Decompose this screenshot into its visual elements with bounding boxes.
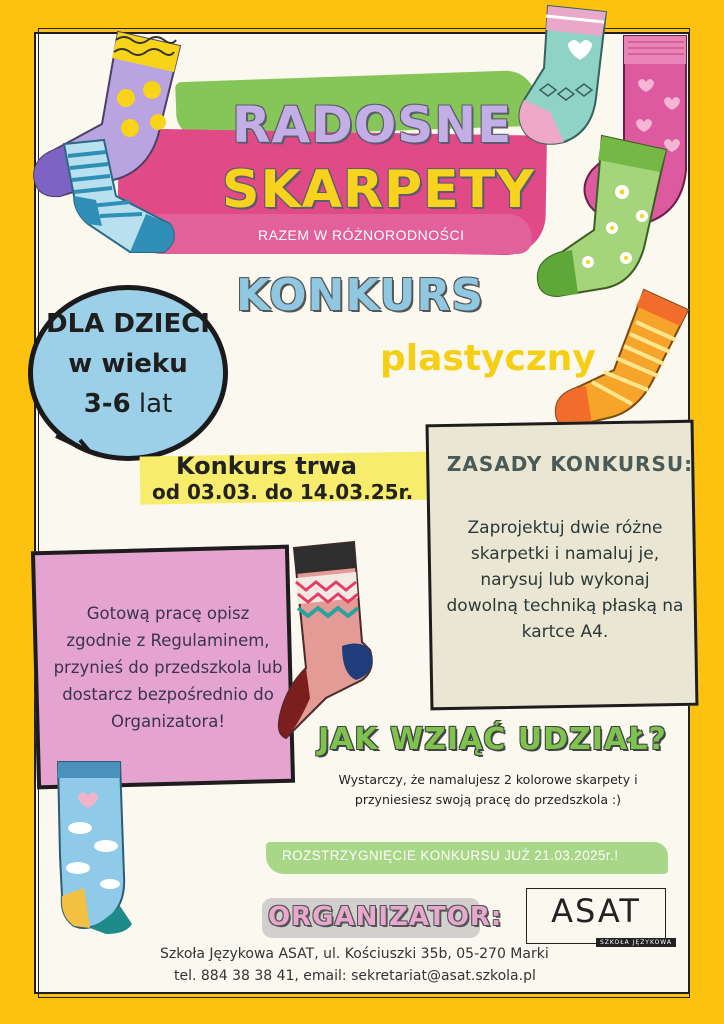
plastyczny-heading: plastyczny — [380, 338, 596, 379]
results-text: ROZSTRZYGNIĘCIE KONKURSU JUŻ 21.03.2025r.! — [282, 848, 619, 863]
green-flower-sock-icon — [532, 132, 672, 302]
blue-cloud-sock-icon — [50, 756, 160, 934]
how-to-text: Wystarczy, że namalujesz 2 kolorowe skarpety i przyniesiesz swoją pracę do przedszkola :) — [338, 772, 638, 807]
age-line-2: w wieku — [68, 349, 188, 379]
how-to-title: JAK WZIĄĆ UDZIAŁ? — [318, 722, 667, 757]
age-line-1: DLA DZIECI — [46, 309, 210, 339]
title-line-1: RADOSNE — [232, 96, 513, 154]
asat-logo-tagline: SZKOŁA JĘZYKOWA — [596, 938, 676, 947]
rules-title: ZASADY KONKURSU: — [446, 452, 694, 476]
salmon-zigzag-sock-icon — [276, 538, 376, 748]
submission-text: Gotową pracę opisz zgodnie z Regulaminem, przynieś do przedszkola lub dostarcz bezpośrednio do Organizatora! — [53, 604, 283, 731]
organizer-contact: tel. 884 38 38 41, email: sekretariat@asat.szkola.pl — [174, 968, 536, 984]
subtitle: RAZEM W RÓŻNORODNOŚCI — [258, 227, 465, 243]
asat-logo-name: ASAT — [551, 892, 641, 930]
blue-striped-sock-icon — [60, 136, 180, 256]
age-line-3 — [44, 384, 212, 424]
age-circle-text — [44, 304, 212, 424]
title-line-2: SKARPETY — [222, 160, 535, 220]
age-range: 3-6 — [83, 389, 131, 419]
organizer-heading: ORGANIZATOR: — [268, 902, 503, 932]
orange-striped-sock-icon — [552, 286, 692, 440]
duration-line-1: Konkurs trwa — [176, 452, 357, 480]
konkurs-heading: KONKURS — [236, 270, 484, 321]
speech-bubble-tail-icon — [50, 432, 120, 472]
age-suffix: lat — [130, 389, 173, 419]
rules-text: Zaprojektuj dwie różne skarpetki i namaluj je, narysuj lub wykonaj dowolną techniką płaską na kartce A4. — [446, 518, 684, 642]
organizer-address: Szkoła Językowa ASAT, ul. Kościuszki 35b, 05-270 Marki — [160, 946, 549, 962]
duration-line-2: od 03.03. do 14.03.25r. — [152, 480, 414, 504]
